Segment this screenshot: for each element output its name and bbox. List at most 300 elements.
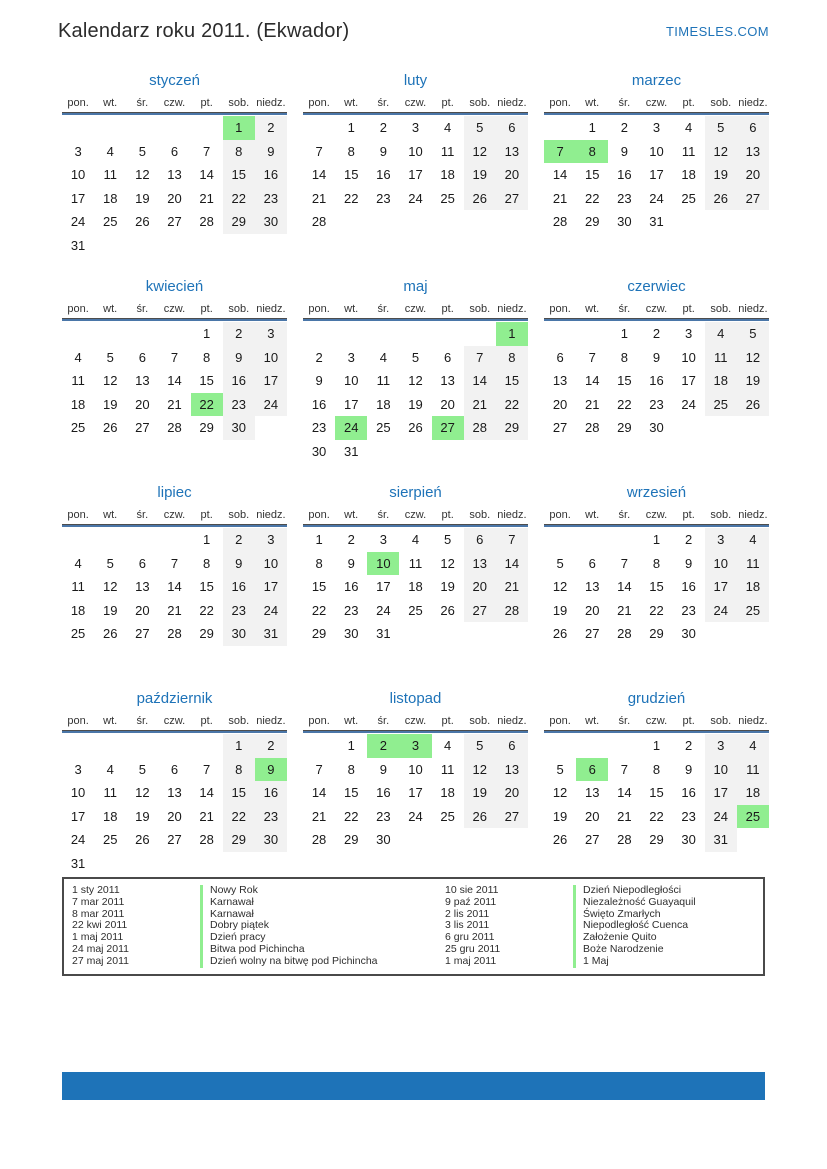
empty-cell [640, 852, 672, 876]
legend-row [72, 897, 445, 909]
day-cell: 29 [343, 832, 359, 847]
day-cell: 20 [552, 396, 568, 412]
day-cell: 4 [737, 734, 769, 758]
day-cell: 16 [255, 781, 287, 805]
empty-cell [737, 828, 769, 852]
weekday-label: niedz. [497, 303, 527, 315]
day-cell: 9 [685, 555, 693, 571]
month-lipiec [62, 483, 287, 669]
day-grid [303, 734, 528, 875]
empty-cell [464, 646, 496, 670]
day-cell: 15 [343, 785, 359, 800]
empty-cell [576, 234, 608, 258]
day-cell: 21 [617, 602, 632, 618]
day-grid [544, 528, 769, 669]
weekday-header-row [62, 301, 287, 319]
day-cell: 8 [315, 555, 323, 571]
empty-cell [705, 440, 737, 464]
empty-cell [608, 440, 640, 464]
day-cell: 18 [737, 575, 769, 599]
day-cell: 29 [496, 416, 528, 440]
day-cell: 9 [255, 140, 287, 164]
day-cell: 30 [376, 832, 391, 847]
empty-cell [705, 622, 737, 646]
day-cell: 4 [106, 143, 114, 159]
day-cell: 7 [620, 761, 628, 777]
month-title: grudzień [627, 690, 686, 707]
day-cell: 11 [440, 761, 455, 777]
empty-cell [464, 322, 496, 346]
empty-cell [640, 440, 672, 464]
day-cell: 14 [199, 167, 214, 182]
day-cell: 22 [343, 190, 359, 206]
legend-date: 1 maj 2011 [445, 954, 497, 967]
empty-cell [673, 852, 705, 876]
weekday-label: śr. [136, 509, 149, 521]
legend-date: 7 mar 2011 [72, 895, 125, 908]
day-cell: 22 [223, 187, 255, 211]
empty-cell [705, 234, 737, 258]
weekday-label: wt. [344, 97, 359, 109]
day-cell: 21 [199, 190, 214, 206]
day-cell: 11 [440, 143, 455, 159]
page-title: Kalendarz roku 2011. (Ekwador) [58, 20, 350, 42]
day-cell: 3 [411, 120, 420, 135]
day-cell: 10 [343, 373, 359, 388]
empty-cell [94, 322, 126, 346]
day-cell: 13 [552, 373, 568, 388]
day-cell: 1 [223, 116, 255, 140]
day-cell: 4 [411, 532, 420, 547]
empty-cell [608, 852, 640, 876]
weekday-header-row [62, 507, 287, 525]
day-cell: 10 [408, 143, 423, 159]
day-cell: 23 [343, 602, 359, 618]
day-cell: 7 [464, 346, 496, 370]
day-cell: 31 [649, 214, 664, 229]
day-cell: 16 [223, 369, 255, 393]
empty-cell [608, 234, 640, 258]
weekday-label: czw. [163, 509, 186, 521]
empty-cell [544, 646, 576, 670]
day-cell: 19 [552, 602, 568, 618]
day-cell: 28 [199, 214, 214, 229]
day-cell: 26 [737, 393, 769, 417]
empty-cell [432, 234, 464, 258]
empty-cell [303, 646, 335, 670]
weekday-label: czw. [645, 715, 668, 727]
empty-cell [608, 646, 640, 670]
weekday-label: pt. [441, 509, 454, 521]
day-cell: 24 [705, 805, 737, 829]
empty-cell [673, 646, 705, 670]
day-cell: 18 [408, 579, 423, 594]
month-listopad [303, 689, 528, 875]
weekday-label: sob. [710, 303, 732, 315]
day-cell: 9 [315, 373, 323, 388]
day-cell: 2 [620, 120, 628, 135]
day-cell: 2 [223, 322, 255, 346]
day-grid [303, 528, 528, 669]
legend-row [445, 944, 763, 956]
day-cell: 18 [440, 785, 455, 800]
day-cell: 1 [223, 734, 255, 758]
day-cell: 14 [167, 373, 182, 388]
day-cell: 14 [311, 785, 327, 800]
weekday-label: czw. [404, 303, 427, 315]
empty-cell [94, 734, 126, 758]
day-cell: 12 [552, 579, 568, 594]
legend-row [72, 944, 445, 956]
day-cell: 20 [440, 396, 455, 412]
months-grid [62, 71, 769, 875]
month-title: luty [403, 72, 428, 89]
header-rule [62, 525, 287, 527]
weekday-label: pt. [200, 97, 213, 109]
day-cell: 31 [343, 443, 359, 459]
weekday-label: pt. [441, 715, 454, 727]
empty-cell [496, 440, 528, 464]
day-cell: 8 [347, 761, 355, 777]
day-cell: 30 [343, 626, 359, 641]
day-cell: 13 [440, 373, 455, 388]
day-cell: 7 [203, 143, 211, 159]
day-cell: 31 [70, 237, 86, 253]
day-cell: 6 [170, 143, 179, 159]
day-cell: 22 [343, 808, 359, 824]
empty-cell [496, 646, 528, 670]
day-cell: 11 [737, 758, 769, 782]
day-cell: 30 [223, 622, 255, 646]
day-cell: 25 [102, 214, 118, 229]
empty-cell [94, 852, 126, 876]
day-cell: 20 [737, 163, 769, 187]
day-cell: 20 [135, 602, 150, 618]
empty-cell [191, 116, 223, 140]
weekday-label: wt. [103, 715, 118, 727]
day-cell: 13 [737, 140, 769, 164]
weekday-label: śr. [136, 715, 149, 727]
day-cell: 24 [335, 416, 367, 440]
empty-cell [255, 440, 287, 464]
day-cell: 18 [70, 602, 86, 618]
empty-cell [464, 852, 496, 876]
day-cell: 12 [705, 140, 737, 164]
day-cell: 20 [496, 781, 528, 805]
weekday-label: niedz. [256, 715, 286, 727]
day-cell: 21 [584, 396, 600, 412]
weekday-label: pon. [67, 97, 89, 109]
day-cell: 22 [584, 190, 600, 206]
day-cell: 23 [681, 602, 696, 618]
weekday-header-row [544, 713, 769, 731]
day-cell: 26 [552, 832, 568, 847]
weekday-label: pon. [549, 715, 571, 727]
empty-cell [544, 322, 576, 346]
empty-cell [126, 646, 158, 670]
empty-cell [705, 646, 737, 670]
weekday-label: pt. [441, 97, 454, 109]
day-cell: 12 [464, 758, 496, 782]
day-cell: 5 [106, 349, 114, 365]
weekday-label: śr. [377, 715, 390, 727]
weekday-label: niedz. [738, 97, 768, 109]
empty-cell [432, 852, 464, 876]
day-cell: 17 [705, 575, 737, 599]
weekday-label: pon. [67, 509, 89, 521]
legend-holiday-name: Święto Zmarłych [573, 909, 661, 921]
empty-cell [544, 528, 576, 552]
empty-cell [544, 440, 576, 464]
weekday-label: sob. [469, 97, 491, 109]
day-cell: 23 [311, 420, 327, 435]
day-cell: 13 [167, 167, 182, 182]
day-cell: 15 [496, 369, 528, 393]
day-cell: 6 [556, 349, 564, 365]
weekday-label: pon. [308, 303, 330, 315]
site-link[interactable]: TIMESLES.COM [665, 24, 769, 39]
day-cell: 27 [584, 832, 600, 847]
empty-cell [335, 322, 367, 346]
day-cell: 5 [138, 761, 146, 777]
empty-cell [255, 234, 287, 258]
day-cell: 1 [347, 120, 355, 135]
day-grid [62, 734, 287, 875]
day-cell: 20 [496, 163, 528, 187]
day-cell: 22 [191, 393, 223, 417]
day-cell: 30 [223, 416, 255, 440]
weekday-label: pt. [200, 303, 213, 315]
legend-holiday-name: Nowy Rok [200, 885, 258, 897]
day-cell: 11 [71, 373, 85, 388]
day-cell: 7 [203, 761, 211, 777]
day-cell: 3 [399, 734, 431, 758]
day-cell: 14 [199, 785, 214, 800]
day-cell: 10 [255, 552, 287, 576]
empty-cell [496, 622, 528, 646]
day-cell: 30 [617, 214, 632, 229]
day-cell: 13 [135, 373, 150, 388]
weekday-header-row [303, 95, 528, 113]
day-cell: 1 [652, 738, 661, 753]
weekday-label: śr. [618, 303, 631, 315]
day-cell: 9 [379, 143, 387, 159]
weekday-label: sob. [469, 509, 491, 521]
legend-date: 27 maj 2011 [72, 954, 130, 967]
day-cell: 12 [135, 167, 150, 182]
day-cell: 2 [255, 734, 287, 758]
day-cell: 13 [584, 785, 600, 800]
day-cell: 8 [203, 349, 211, 365]
weekday-label: wt. [103, 97, 118, 109]
day-cell: 20 [584, 808, 600, 824]
empty-cell [158, 734, 190, 758]
empty-cell [464, 440, 496, 464]
empty-cell [399, 852, 431, 876]
empty-cell [62, 440, 94, 464]
weekday-label: pon. [308, 97, 330, 109]
day-cell: 8 [223, 140, 255, 164]
day-cell: 5 [705, 116, 737, 140]
page-header [0, 0, 827, 43]
day-cell: 3 [74, 143, 82, 159]
day-cell: 2 [347, 532, 355, 547]
weekday-label: wt. [585, 97, 600, 109]
day-cell: 30 [255, 828, 287, 852]
legend-date: 9 paź 2011 [445, 895, 497, 908]
empty-cell [223, 440, 255, 464]
empty-cell [303, 116, 335, 140]
day-cell: 3 [74, 761, 82, 777]
weekday-label: pt. [441, 303, 454, 315]
legend-holiday-name: Bitwa pod Pichincha [200, 944, 305, 956]
month-title: czerwiec [627, 278, 686, 295]
month-sierpień [303, 483, 528, 669]
day-cell: 17 [376, 579, 391, 594]
day-cell: 30 [649, 420, 664, 435]
empty-cell [126, 322, 158, 346]
empty-cell [496, 210, 528, 234]
empty-cell [303, 734, 335, 758]
weekday-label: niedz. [738, 715, 768, 727]
empty-cell [335, 852, 367, 876]
day-cell: 19 [408, 396, 423, 412]
day-cell: 21 [311, 808, 327, 824]
month-marzec [544, 71, 769, 257]
legend-holiday-name: Karnawał [200, 897, 254, 909]
day-cell: 10 [255, 346, 287, 370]
day-cell: 12 [552, 785, 568, 800]
empty-cell [126, 116, 158, 140]
day-cell: 29 [223, 828, 255, 852]
day-cell: 10 [705, 552, 737, 576]
day-cell: 24 [70, 832, 86, 847]
weekday-label: niedz. [497, 97, 527, 109]
day-cell: 27 [135, 626, 150, 641]
day-cell: 17 [408, 785, 423, 800]
day-cell: 23 [223, 599, 255, 623]
empty-cell [126, 528, 158, 552]
day-cell: 3 [705, 528, 737, 552]
day-cell: 10 [681, 349, 696, 365]
empty-cell [544, 116, 576, 140]
day-cell: 16 [255, 163, 287, 187]
day-cell: 24 [255, 599, 287, 623]
day-cell: 14 [617, 785, 632, 800]
day-cell: 1 [347, 738, 355, 753]
day-cell: 25 [70, 420, 86, 435]
day-cell: 10 [367, 552, 399, 576]
empty-cell [496, 234, 528, 258]
day-grid [544, 116, 769, 257]
weekday-label: sob. [710, 715, 732, 727]
weekday-label: niedz. [256, 509, 286, 521]
weekday-label: sob. [469, 715, 491, 727]
weekday-label: pon. [549, 303, 571, 315]
empty-cell [544, 852, 576, 876]
day-cell: 7 [315, 143, 323, 159]
legend-row [445, 897, 763, 909]
day-cell: 23 [223, 393, 255, 417]
weekday-label: pon. [308, 715, 330, 727]
day-cell: 14 [496, 552, 528, 576]
day-cell: 31 [376, 626, 391, 641]
day-cell: 7 [588, 349, 596, 365]
empty-cell [255, 852, 287, 876]
day-cell: 14 [552, 167, 568, 182]
empty-cell [737, 440, 769, 464]
day-cell: 14 [584, 373, 600, 388]
day-cell: 16 [617, 167, 632, 182]
weekday-header-row [303, 713, 528, 731]
empty-cell [399, 646, 431, 670]
weekday-label: wt. [344, 715, 359, 727]
day-cell: 16 [223, 575, 255, 599]
day-cell: 4 [685, 120, 693, 135]
day-cell: 4 [106, 761, 114, 777]
day-cell: 13 [135, 579, 150, 594]
day-cell: 28 [167, 626, 182, 641]
weekday-label: sob. [228, 303, 250, 315]
day-cell: 15 [311, 579, 327, 594]
day-cell: 26 [705, 187, 737, 211]
empty-cell [223, 852, 255, 876]
day-cell: 19 [440, 579, 455, 594]
day-cell: 4 [74, 349, 82, 365]
day-cell: 26 [464, 187, 496, 211]
day-cell: 27 [552, 420, 568, 435]
empty-cell [576, 852, 608, 876]
weekday-label: śr. [377, 509, 390, 521]
empty-cell [576, 322, 608, 346]
empty-cell [126, 852, 158, 876]
day-cell: 19 [135, 190, 150, 206]
day-cell: 29 [199, 420, 214, 435]
weekday-label: wt. [103, 509, 118, 521]
day-cell: 28 [311, 214, 327, 229]
day-cell: 29 [311, 626, 327, 641]
empty-cell [399, 322, 431, 346]
legend-date: 3 lis 2011 [445, 919, 490, 932]
day-cell: 16 [681, 785, 696, 800]
legend-holiday-name: 1 Maj [573, 956, 609, 968]
day-cell: 28 [167, 420, 182, 435]
day-cell: 5 [464, 116, 496, 140]
day-cell: 16 [343, 579, 359, 594]
header-rule [544, 319, 769, 321]
day-cell: 12 [464, 140, 496, 164]
day-cell: 5 [556, 555, 564, 571]
empty-cell [255, 646, 287, 670]
empty-cell [576, 734, 608, 758]
day-cell: 5 [444, 532, 452, 547]
day-cell: 23 [376, 190, 391, 206]
day-cell: 9 [223, 552, 255, 576]
empty-cell [399, 622, 431, 646]
empty-cell [737, 416, 769, 440]
day-cell: 14 [617, 579, 632, 594]
day-cell: 19 [464, 781, 496, 805]
empty-cell [496, 828, 528, 852]
header-rule [62, 731, 287, 733]
weekday-label: pt. [682, 303, 695, 315]
legend-column-right [445, 885, 763, 968]
day-cell: 7 [496, 528, 528, 552]
day-cell: 26 [464, 805, 496, 829]
empty-cell [640, 646, 672, 670]
empty-cell [608, 528, 640, 552]
weekday-label: śr. [618, 715, 631, 727]
